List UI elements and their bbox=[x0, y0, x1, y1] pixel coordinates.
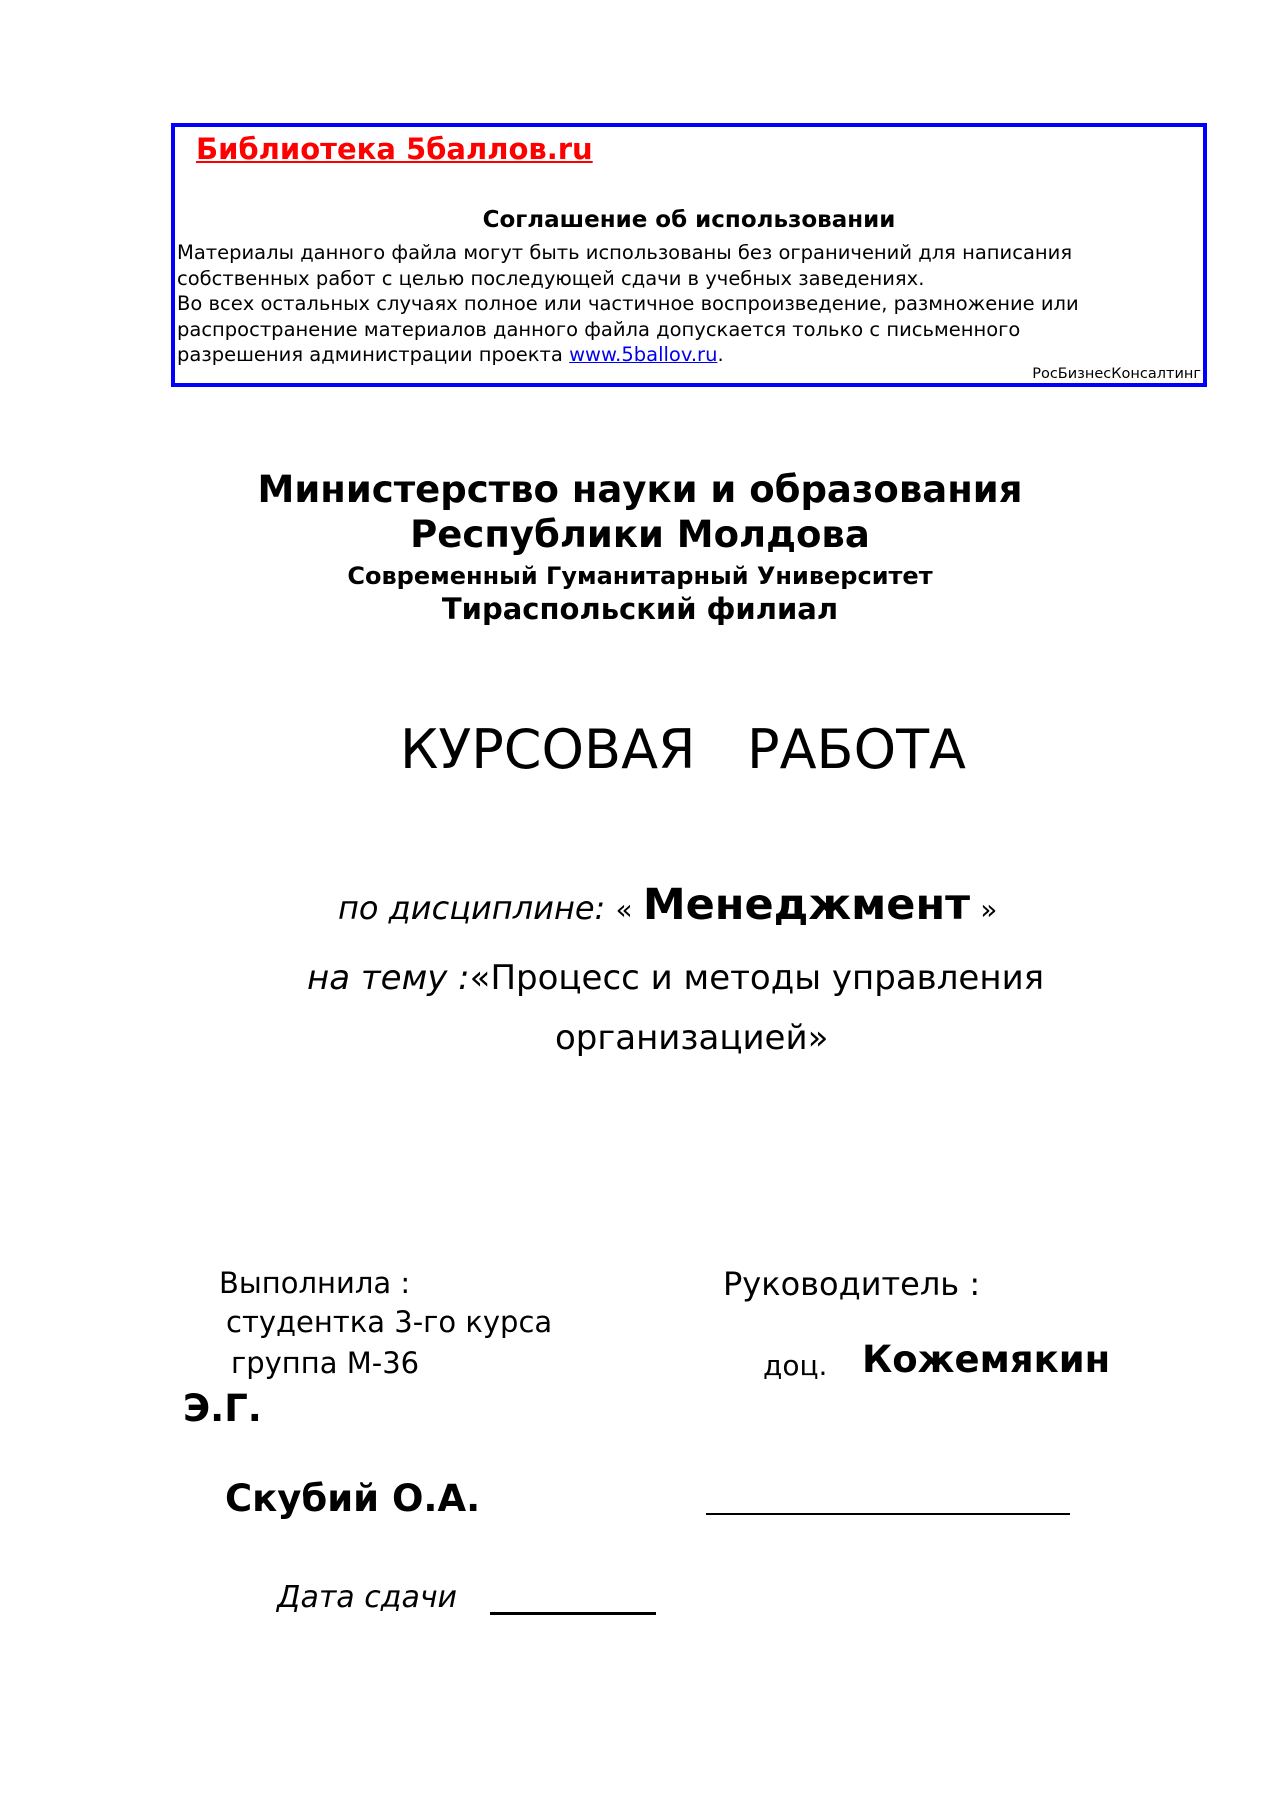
supervisor-name: Кожемякин bbox=[862, 1338, 1111, 1381]
open-quote: « bbox=[615, 893, 633, 926]
supervisor-title: доц. bbox=[763, 1349, 828, 1382]
agreement-line-last bbox=[177, 342, 1201, 368]
discipline-name: Менеджмент bbox=[642, 880, 971, 930]
performed-by-label: Выполнила : bbox=[219, 1266, 411, 1300]
discipline-row bbox=[338, 880, 997, 930]
agreement-line-suffix: . bbox=[717, 343, 724, 366]
topic-row bbox=[307, 958, 1044, 998]
student-group: группа М-36 bbox=[231, 1346, 420, 1380]
student-course: студентка 3-го курса bbox=[226, 1305, 553, 1339]
library-title-link[interactable]: Библиотека 5баллов.ru bbox=[196, 132, 593, 166]
close-quote: » bbox=[980, 893, 998, 926]
ministry-title-line2: Республики Молдова bbox=[410, 513, 870, 556]
agreement-line-prefix: разрешения администрации проекта bbox=[177, 343, 570, 366]
supervisor-label: Руководитель : bbox=[723, 1265, 981, 1303]
agreement-title: Соглашение об использовании bbox=[482, 207, 896, 233]
agreement-line: распространение материалов данного файла допускается только с письменного bbox=[177, 317, 1021, 341]
submission-date-line bbox=[490, 1612, 656, 1615]
topic-line2: организацией» bbox=[555, 1018, 829, 1058]
agreement-line: Во всех остальных случаях полное или частичное воспроизведение, размножение или bbox=[177, 292, 1079, 315]
signature-line bbox=[706, 1513, 1070, 1515]
submission-date-label: Дата сдачи bbox=[277, 1580, 458, 1615]
discipline-label: по дисциплине: bbox=[338, 889, 606, 927]
agreement-line: собственных работ с целью последующей сдачи в учебных заведениях. bbox=[177, 266, 925, 290]
branch-name: Тираспольский филиал bbox=[441, 592, 839, 626]
supervisor-initials: Э.Г. bbox=[183, 1387, 262, 1430]
university-name: Современный Гуманитарный Университет bbox=[347, 562, 933, 590]
ministry-title-line1: Министерство науки и образования bbox=[257, 468, 1023, 511]
student-name: Скубий О.А. bbox=[225, 1477, 481, 1520]
topic-line1: «Процесс и методы управления bbox=[469, 958, 1045, 998]
work-type-title: КУРСОВАЯ РАБОТА bbox=[400, 718, 966, 781]
topic-label: на тему : bbox=[307, 958, 470, 998]
website-link[interactable]: www.5ballov.ru bbox=[569, 343, 718, 366]
agreement-text bbox=[177, 240, 1201, 368]
company-name: РосБизнесКонсалтинг bbox=[1032, 366, 1201, 382]
agreement-line: Материалы данного файла могут быть использованы без ограничений для написания bbox=[177, 241, 1073, 264]
usage-agreement-box bbox=[171, 123, 1207, 387]
